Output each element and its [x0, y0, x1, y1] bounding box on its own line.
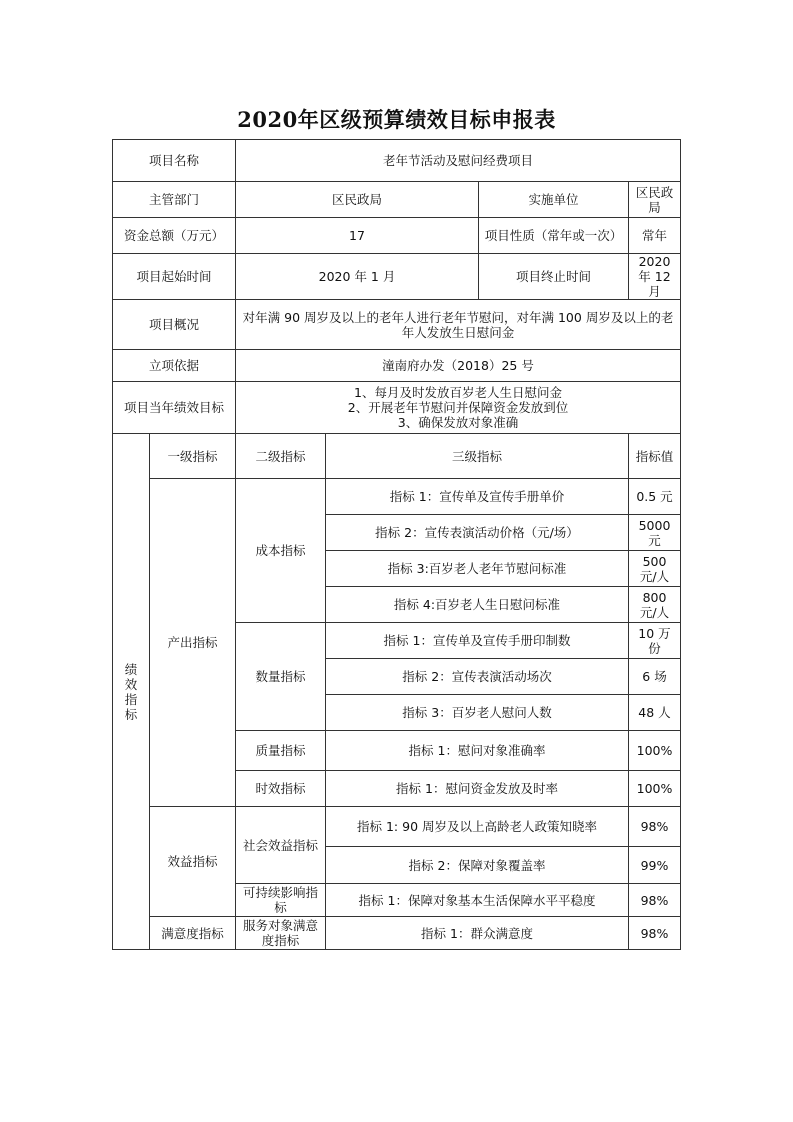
- start-time-value: 2020 年 1 月: [236, 254, 479, 300]
- satisfaction-indicator-label: 满意度指标: [150, 917, 236, 950]
- sustainable-indicator-label: 可持续影响指标: [236, 884, 326, 917]
- basis-value: 潼南府办发（2018）25 号: [236, 350, 681, 382]
- indicator-value: 99%: [629, 847, 681, 884]
- indicator-text: 指标 1：慰问对象准确率: [326, 731, 629, 771]
- header-level1: 一级指标: [150, 434, 236, 479]
- performance-indicators-label: [113, 434, 150, 950]
- indicator-value: 0.5 元: [629, 479, 681, 515]
- indicator-text: 指标 1：群众满意度: [326, 917, 629, 950]
- indicator-value: 48 人: [629, 695, 681, 731]
- goal-item: 2、开展老年节慰问并保障资金发放到位: [347, 400, 569, 415]
- header-level3: 三级指标: [326, 434, 629, 479]
- indicator-text: 指标 2：保障对象覆盖率: [326, 847, 629, 884]
- indicator-value: 800 元/人: [629, 587, 681, 623]
- row-period: [113, 254, 681, 300]
- overview-label: 项目概况: [113, 300, 236, 350]
- row-goals: [113, 382, 681, 434]
- indicator-value: 5000 元: [629, 515, 681, 551]
- budget-performance-table: [112, 139, 681, 950]
- goals-label: 项目当年绩效目标: [113, 382, 236, 434]
- implementer-label: 实施单位: [479, 182, 629, 218]
- indicator-text: 指标 4:百岁老人生日慰问标准: [326, 587, 629, 623]
- row-department: [113, 182, 681, 218]
- goal-item: 1、每月及时发放百岁老人生日慰问金: [354, 385, 562, 400]
- performance-indicators-text: 绩效指标: [124, 661, 138, 722]
- implementer-value: 区民政局: [629, 182, 681, 218]
- quality-indicator-label: 质量指标: [236, 731, 326, 771]
- indicator-text: 指标 1：宣传单及宣传手册单价: [326, 479, 629, 515]
- indicator-text: 指标 1：保障对象基本生活保障水平平稳度: [326, 884, 629, 917]
- output-indicator-label: 产出指标: [150, 479, 236, 807]
- indicator-value: 100%: [629, 731, 681, 771]
- project-name-label: 项目名称: [113, 140, 236, 182]
- overview-value: 对年满 90 周岁及以上的老年人进行老年节慰问，对年满 100 周岁及以上的老年人发放生日慰问金: [236, 300, 681, 350]
- service-satisfaction-label: 服务对象满意度指标: [236, 917, 326, 950]
- indicator-value: 98%: [629, 807, 681, 847]
- indicator-value: 500 元/人: [629, 551, 681, 587]
- indicator-text: 指标 1：慰问资金发放及时率: [326, 771, 629, 807]
- indicator-text: 指标 1：宣传单及宣传手册印制数: [326, 623, 629, 659]
- project-name-value: 老年节活动及慰问经费项目: [236, 140, 681, 182]
- basis-label: 立项依据: [113, 350, 236, 382]
- indicator-value: 98%: [629, 884, 681, 917]
- indicator-value: 6 场: [629, 659, 681, 695]
- effect-indicator-label: 效益指标: [150, 807, 236, 917]
- indicator-text: 指标 2：宣传表演活动价格（元/场）: [326, 515, 629, 551]
- nature-label: 项目性质（常年或一次）: [479, 218, 629, 254]
- department-label: 主管部门: [113, 182, 236, 218]
- indicator-text: 指标 2：宣传表演活动场次: [326, 659, 629, 695]
- indicator-text: 指标 3:百岁老人老年节慰问标准: [326, 551, 629, 587]
- cost-indicator-label: 成本指标: [236, 479, 326, 623]
- page-title: 2020年区级预算绩效目标申报表: [237, 107, 556, 132]
- goals-list: [236, 382, 681, 434]
- department-value: 区民政局: [236, 182, 479, 218]
- quantity-indicator-label: 数量指标: [236, 623, 326, 731]
- header-value: 指标值: [629, 434, 681, 479]
- table-row: [113, 807, 681, 847]
- end-time-label: 项目终止时间: [479, 254, 629, 300]
- row-overview: [113, 300, 681, 350]
- indicator-value: 98%: [629, 917, 681, 950]
- nature-value: 常年: [629, 218, 681, 254]
- row-basis: [113, 350, 681, 382]
- indicator-text: 指标 1: 90 周岁及以上高龄老人政策知晓率: [326, 807, 629, 847]
- social-indicator-label: 社会效益指标: [236, 807, 326, 884]
- row-indicator-header: [113, 434, 681, 479]
- table-row: [113, 479, 681, 515]
- row-fund: [113, 218, 681, 254]
- row-project-name: [113, 140, 681, 182]
- goal-item: 3、确保发放对象准确: [397, 415, 519, 430]
- timeliness-indicator-label: 时效指标: [236, 771, 326, 807]
- end-time-value: 2020 年 12 月: [629, 254, 681, 300]
- indicator-value: 100%: [629, 771, 681, 807]
- header-level2: 二级指标: [236, 434, 326, 479]
- table-row: [113, 917, 681, 950]
- fund-label: 资金总额（万元）: [113, 218, 236, 254]
- start-time-label: 项目起始时间: [113, 254, 236, 300]
- indicator-value: 10 万份: [629, 623, 681, 659]
- fund-value: 17: [236, 218, 479, 254]
- indicator-text: 指标 3：百岁老人慰问人数: [326, 695, 629, 731]
